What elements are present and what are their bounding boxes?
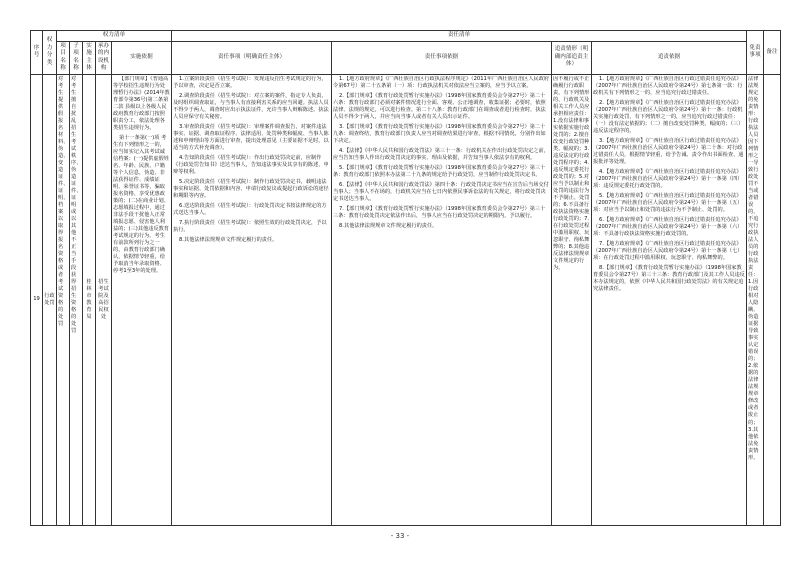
responsibility-table <box>30 30 781 526</box>
row-account-basis <box>592 74 747 525</box>
matter-paragraph: 8.其他法律法规规章文件规定履行的责任。 <box>179 237 278 244</box>
row-class: 行政处罚 <box>43 74 57 525</box>
row-remark <box>764 74 781 525</box>
matter-paragraph: 3.审查阶段责任（招生考试院）：审理案件调查报告，对案件违法事实、证据、调查取证程序、法律适用、处罚种类和幅度、当事人陈述和申辩理由等方面进行审查，提出处理意见（主要证据不足时，以适当的方式补充调查）。 <box>173 123 329 151</box>
header-power-list: 权力清单 <box>57 31 172 42</box>
row-basis <box>112 74 172 525</box>
header-basis: 实施依据 <box>112 41 172 74</box>
matter-paragraph: 5.决定阶段责任（招生考试院）：制作行政处罚决定书，载明违法事实和证据、处罚依据和内容、申请行政复议或提起行政诉讼的途径和期限等内容。 <box>173 178 329 199</box>
header-resp-list: 责任清单 <box>172 31 747 42</box>
matter-basis-paragraph: 5.【部门规章】《教育行政处罚暂行实施办法》（1998年国家教育委员会令第27号）第三十条：教育行政部门依照本办法第二十九条的规定给予行政处罚，应当制作行政处罚决定书。 <box>333 164 546 178</box>
header-sub-name: 子项名称 <box>70 41 83 74</box>
header-dept: 承办的内设机构 <box>96 41 112 74</box>
row-exempt <box>747 74 764 525</box>
header-class: 权力分类 <box>43 31 57 75</box>
header-account: 追责情形（明确内部追责主体） <box>552 41 592 74</box>
page-number: - 33 - <box>390 532 410 540</box>
header-item-name: 项目名称 <box>57 41 70 74</box>
account-basis-paragraph: 8.【部门规章】《教育行政处罚暂行实施办法》（1998年国家教育委员会令第27号）第三十三条：教育行政部门及其工作人员违反本办法规定的，依照《中华人民共和国行政处罚法》的有关规定追究法律责任。 <box>593 265 745 293</box>
row-seq: 19 <box>31 74 43 525</box>
row-item-name: 对考生提供假报名材料、伪造、变造证件、证明、档案以取得报名资格或者考试资格的处罚 <box>57 74 70 525</box>
account-basis-paragraph: 1.【地方政府规章】《广西壮族自治区行政过错责任追究办法》（2007年广西壮族自治区人民政府令第24号）第七条第一款：行政机关有下列情形之一的，应当追究行政过错责任。 <box>593 75 743 96</box>
matter-paragraph: 6.送达阶段责任（招生考试院）：行政处罚决定书按法律规定的方式送达当事人。 <box>173 202 327 216</box>
account-basis-paragraph: 5.【地方政府规章】《广西壮族自治区行政过错责任追究办法》（2007年广西壮族自治区人民政府令第24号）第十一条第（五）项：对应当予以制止和处罚的违法行为不予制止、处罚的。 <box>593 192 743 213</box>
matter-basis-paragraph: 1.【地方政府规章】《广西壮族自治区行政执法程序规定》（2011年广西壮族自治区人民政府令第67号）第二十五条第（一）项：行政执法机关对依法应当立案的，应当予以立案。 <box>333 75 550 89</box>
matter-basis-paragraph: 2.【部门规章】《教育行政处罚暂行实施办法》（1998年国家教育委员会令第27号）第二十六条：教育行政部门必须对案件情况进行全面、客观、公正地调查，收集证据；必要时，依照法律、法规的规定，可以进行检查。第二十八条：教育行政部门在调查或者进行检查时，执法人员不得少于两人，并应当向当事人或者有关人员出示证件。 <box>333 92 546 120</box>
matter-paragraph: 4.告知阶段责任（招生考试院）：作出行政处罚决定前，应制作《行政处罚告知书》送达当事人，告知违法事实及其享有的陈述、申辩等权利。 <box>173 154 329 175</box>
account-text: 因不履行或不正确履行行政职责，有下列情形的，行政机关及相关工作人员应承担相应责任：1.没有法律和事实依据实施行政处罚的；2.擅自改变行政处罚种类、幅度的；3.违反法定的行政处罚程序的；4.违反规定委托行政处罚的；5.对应当予以制止和处罚的违法行为不予制止、处罚的；6.不具备行政执法资格实施行政处罚的；7.在行政处罚过程中滥用职权、玩忽职守、徇私舞弊的；8.其他违反法律法规规章文件规定的行为。 <box>553 75 590 272</box>
header-matter-basis: 责任事项依据 <box>332 41 552 74</box>
row-subject: 桂林市教育局 <box>83 74 96 525</box>
row-matter-basis <box>332 74 552 525</box>
header-exempt: 免责事项 <box>747 31 764 75</box>
row-matter <box>172 74 332 525</box>
row-account <box>552 74 592 525</box>
row-dept: 招生考试院及高招民权处 <box>96 74 112 525</box>
matter-paragraph: 2.调查阶段责任（招生考试院）：对立案的案件，指定专人负责，及时组织调查取证，与当事人有直接利害关系的应当回避。执法人员不得少于两人，调查时应出示执法证件，允许当事人辩解陈述。执法人员应保守有关秘密。 <box>173 92 329 120</box>
header-subject: 实施主体 <box>83 41 96 74</box>
account-basis-paragraph: 6.【地方政府规章】《广西壮族自治区行政过错责任追究办法》（2007年广西壮族自治区人民政府令第24号）第十一条第（六）项：不具备行政执法资格实施行政处罚的。 <box>593 217 743 238</box>
basis-paragraph: 【部门规章】《普通高等学校招生违规行为处理暂行办法》(2014年教育部令第36号)第二条第二款 县级以上各级人民政府教育行政部门按照职责分工，依法处理各类招生违规行为。 <box>113 75 170 131</box>
header-matter: 责任事项（明确责任主体） <box>172 41 332 74</box>
account-basis-paragraph: 4.【地方政府规章】《广西壮族自治区行政过错责任追究办法》（2007年广西壮族自治区人民政府令第24号）第十一条第（四）项：违反规定委托行政处罚的。 <box>593 168 743 189</box>
account-basis-paragraph: 3.【地方政府规章】《广西壮族自治区行政过错责任追究办法》（2007年广西壮族自治区人民政府令第24号）第二十条：对行政过错责任人员，根据情节轻重，给予告诫、责令作出书面检查、通报批评等处理。 <box>593 137 744 165</box>
matter-paragraph: 7.执行阶段责任（招生考试院）：依照生效的行政处罚决定，予以执行。 <box>173 220 327 234</box>
basis-paragraph: 第十一条第(一)项 考生有下列情形之一的，应当如实记入其考试诚信档案：(一)提供虚假姓名、年龄、民族、户籍等个人信息，伪造、非法获得证件、成绩证明、荣誉证书等，骗取报名资格、享受优惠政策的；(二)在商业计划、志愿填报过程中，通过非法手段干扰他人正常填报志愿、侵害他人利益的；(三)其他违反教育考试规定的行为。考生有前款所列行为之一的，由教育行政部门确认，依据情节轻重，给予取消当年录取资格、停考1至3年的处理。 <box>113 134 169 275</box>
matter-basis-paragraph: 6.【法律】《中华人民共和国行政处罚法》第四十条：行政处罚决定书应当在宣告后当场交付当事人；当事人不在场的，行政机关应当在七日内依照民事诉讼法的有关规定，将行政处罚决定书送达当事人。 <box>333 181 549 202</box>
matter-paragraph: 1.立案阶段责任（招生考试院）：发现违反招生考试规定的行为，予以审查，决定是否立案。 <box>173 75 327 89</box>
row-sub-name: 对考生擅自扰乱招生考试秩序、伪造证件、证明或以其他不正当手段获得招生资格的处罚 <box>70 74 83 525</box>
exempt-text: 法律法规规定的免责情形：行政执法人员因下列情形之一导致行政处罚不当或者错误的，不追究行政执法人员的行政执法责任：1.因行政相对人隐瞒、伪造证据导致事实认定错误的；2.依据的法律法规规章修改或者废止的；3.其他依法免责情形。 <box>748 75 759 461</box>
matter-basis-paragraph: 4.【法律】《中华人民共和国行政处罚法》第三十一条：行政机关在作出行政处罚决定之前，应当告知当事人作出行政处罚决定的事实、理由及依据，并告知当事人依法享有的权利。 <box>333 147 549 161</box>
header-account-basis: 追责依据 <box>592 41 747 74</box>
account-basis-paragraph: 7.【地方政府规章】《广西壮族自治区行政过错责任追究办法》（2007年广西壮族自治区人民政府令第24号）第十一条第（七）项：在行政处罚过程中滥用职权、玩忽职守、徇私舞弊的。 <box>593 241 743 262</box>
header-seq: 序号 <box>31 31 43 75</box>
matter-basis-paragraph: 7.【部门规章】《教育行政处罚暂行实施办法》（1998年国家教育委员会令第27号）第三十三条：教育行政处罚决定依法作出后，当事人应当在行政处罚决定的期限内，予以履行。 <box>333 205 546 219</box>
account-basis-paragraph: 2.【地方政府规章】《广西壮族自治区行政过错责任追究办法》（2007年广西壮族自治区人民政府令第24号）第十一条：行政机关实施行政处罚，有下列情形之一的，应当追究行政过错责任：（一）没有法定依据的；（二）擅自改变处罚种类、幅度的；（三）违反法定程序的。 <box>593 99 744 134</box>
responsibility-list-sheet <box>30 30 780 518</box>
matter-basis-paragraph: 3.【部门规章】《教育行政处罚暂行实施办法》（1998年国家教育委员会令第27号）第二十九条：调查终结，教育行政部门负责人应当对调查结果进行审查，根据不同情况，分别作出如下决定。 <box>333 123 546 144</box>
matter-basis-paragraph: 8.其他法律法规规章文件规定履行的责任。 <box>339 223 438 230</box>
header-remark: 备注 <box>764 31 781 75</box>
